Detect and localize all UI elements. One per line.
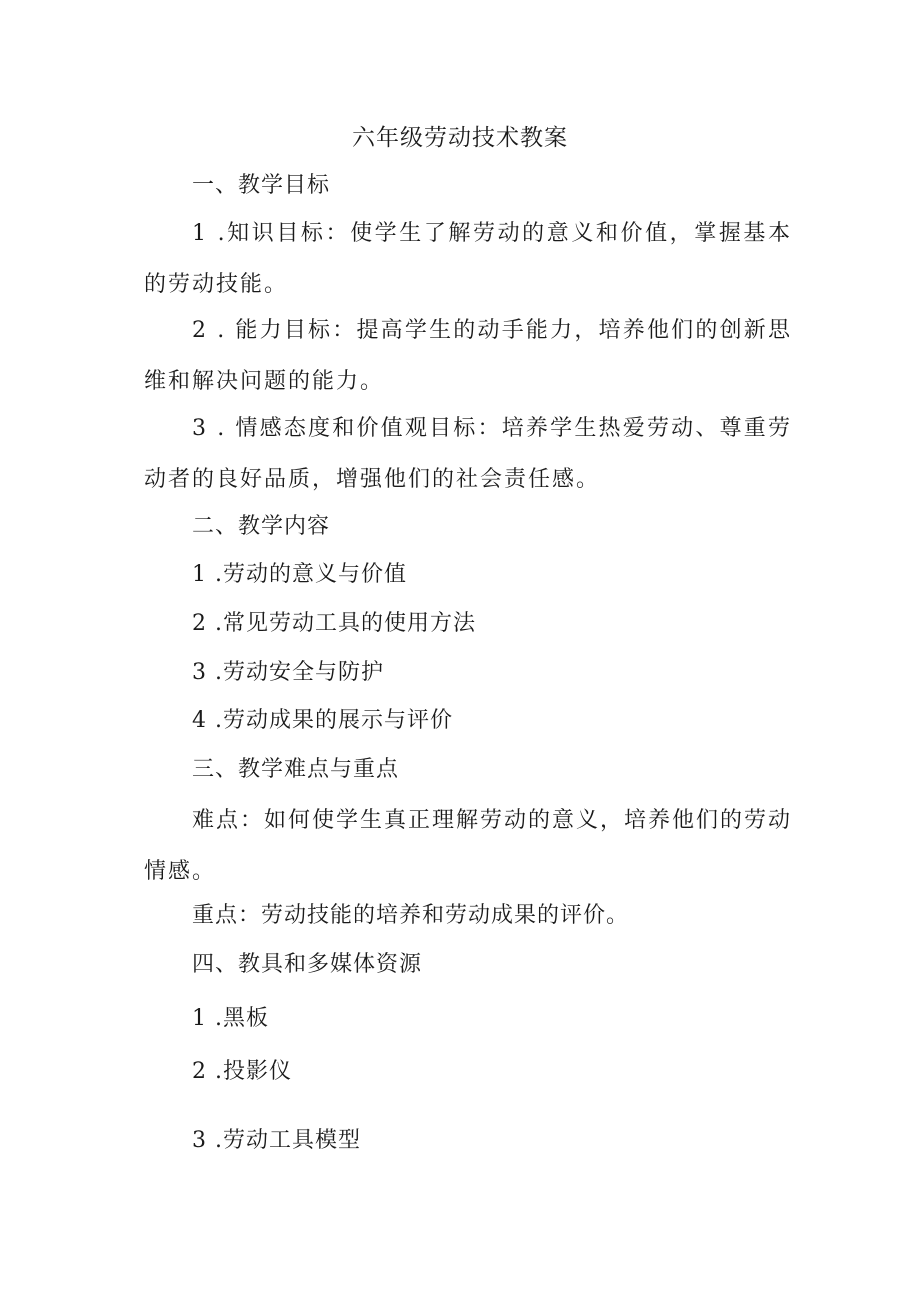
goal-item-knowledge: 1 .知识目标：使学生了解劳动的意义和价值，掌握基本的劳动技能。 [144, 221, 792, 297]
resource-item: 1 .黑板 [192, 1006, 269, 1031]
section-heading-resources: 四、教具和多媒体资源 [192, 952, 423, 977]
goal-item-ability: 2 . 能力目标：提高学生的动手能力，培养他们的创新思维和解决问题的能力。 [144, 318, 792, 394]
content-item: 2 .常见劳动工具的使用方法 [192, 611, 476, 636]
resource-item: 2 .投影仪 [192, 1059, 292, 1084]
content-item: 3 .劳动安全与防护 [192, 660, 384, 685]
resource-item: 3 .劳动工具模型 [192, 1128, 361, 1153]
section-heading-content: 二、教学内容 [192, 514, 331, 539]
section-heading-goals: 一、教学目标 [192, 173, 331, 198]
difficulty-text: 难点：如何使学生真正理解劳动的意义，培养他们的劳动情感。 [144, 808, 793, 884]
content-item: 4 .劳动成果的展示与评价 [192, 708, 453, 733]
content-item: 1 .劳动的意义与价值 [192, 562, 407, 587]
key-point-text: 重点：劳动技能的培养和劳动成果的评价。 [192, 903, 630, 928]
page-title: 六年级劳动技术教案 [352, 125, 568, 151]
section-heading-difficulty: 三、教学难点与重点 [192, 757, 400, 782]
goal-item-emotion: 3 . 情感态度和价值观目标：培养学生热爱劳动、尊重劳动者的良好品质，增强他们的社会责任感。 [144, 416, 792, 492]
